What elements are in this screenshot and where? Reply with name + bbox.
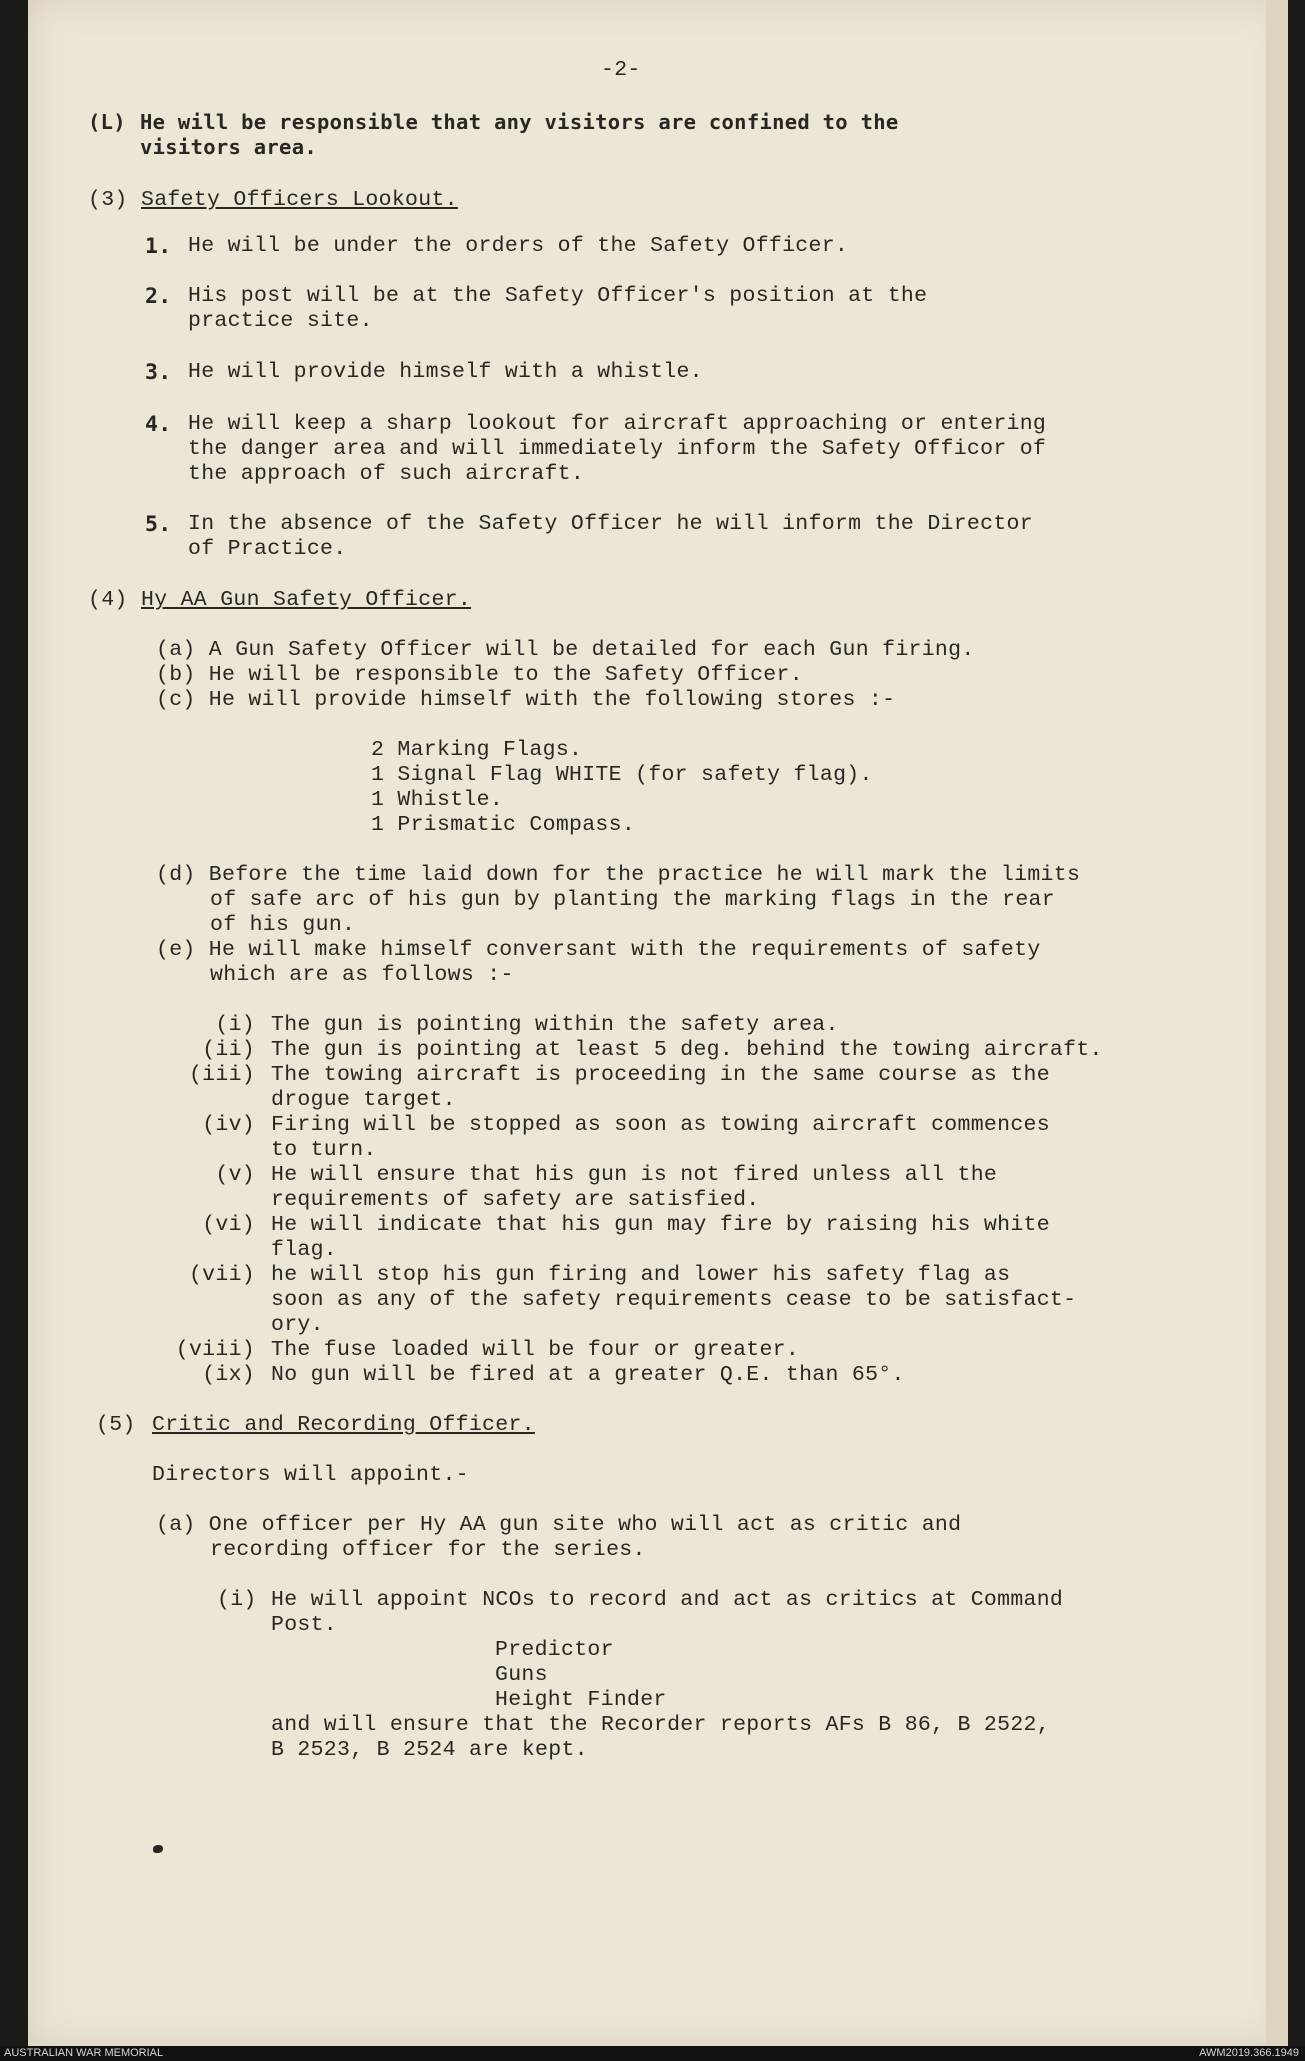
section-5-marker: (5) (96, 1413, 136, 1437)
sub-item-d-line: of his gun. (210, 913, 356, 937)
post-item: Predictor (495, 1638, 614, 1662)
section-5-intro: Directors will appoint.- (152, 1463, 469, 1487)
closing-line: B 2523, B 2524 are kept. (271, 1738, 588, 1762)
item-l-line: visitors area. (140, 135, 317, 159)
section-5-heading: Critic and Recording Officer. (152, 1413, 535, 1437)
list-item-line: of Practice. (188, 537, 347, 561)
list-item-line: His post will be at the Safety Officer's position at the (188, 284, 928, 308)
list-item-line: In the absence of the Safety Officer he will inform the Director (188, 512, 1033, 536)
requirement-number: (i) (215, 1013, 255, 1037)
requirement-line: drogue target. (271, 1088, 456, 1112)
store-item: 1 Prismatic Compass. (371, 813, 636, 837)
list-number: 2. (145, 284, 172, 309)
sub-item-d-line: (d) Before the time laid down for the practice he will mark the limits (156, 863, 1081, 887)
requirement-line: soon as any of the safety requirements cease to be satisfact- (271, 1288, 1077, 1312)
requirement-number: (ix) (202, 1363, 255, 1387)
item-l-line: He will be responsible that any visitors are confined to the (140, 110, 899, 134)
requirement-line: to turn. (271, 1138, 377, 1162)
requirement-line: The gun is pointing at least 5 deg. behind the towing aircraft. (271, 1038, 1103, 1062)
sub-item-d-line: of safe arc of his gun by planting the marking flags in the rear (210, 888, 1055, 912)
requirement-number: (vii) (188, 1263, 255, 1287)
requirement-line: He will ensure that his gun is not fired unless all the (271, 1163, 998, 1187)
section-5-i-number: (i) (217, 1588, 257, 1612)
section-4-marker: (4) (88, 588, 128, 612)
page-edge (1266, 0, 1288, 2046)
section-5-i-line: Post. (271, 1613, 338, 1637)
list-item-line: He will keep a sharp lookout for aircraft approaching or entering (188, 412, 1047, 436)
requirement-line: The towing aircraft is proceeding in the same course as the (271, 1063, 1050, 1087)
footer-institution: AUSTRALIAN WAR MEMORIAL (4, 2047, 164, 2059)
requirement-number: (iii) (188, 1063, 255, 1087)
requirement-line: No gun will be fired at a greater Q.E. than 65°. (271, 1363, 905, 1387)
sub-item-b: (b) He will be responsible to the Safety Officer. (156, 663, 803, 687)
ink-mark (153, 1845, 163, 1853)
section-3-marker: (3) (88, 188, 128, 212)
list-item-line: the approach of such aircraft. (188, 462, 585, 486)
store-item: 1 Signal Flag WHITE (for safety flag). (371, 763, 873, 787)
list-item-line: He will provide himself with a whistle. (188, 360, 703, 384)
closing-line: and will ensure that the Recorder reports AFs B 86, B 2522, (271, 1713, 1050, 1737)
store-item: 2 Marking Flags. (371, 738, 583, 762)
post-item: Height Finder (495, 1688, 667, 1712)
store-item: 1 Whistle. (371, 788, 504, 812)
requirement-line: He will indicate that his gun may fire by raising his white (271, 1213, 1050, 1237)
document-page (28, 0, 1288, 2046)
requirement-number: (ii) (202, 1038, 255, 1062)
item-l-marker: (L) (88, 110, 126, 134)
requirement-line: The gun is pointing within the safety area. (271, 1013, 839, 1037)
requirement-line: ory. (271, 1313, 324, 1337)
sub-item-c: (c) He will provide himself with the following stores :- (156, 688, 896, 712)
section-3-heading: Safety Officers Lookout. (141, 188, 458, 212)
requirement-line: flag. (271, 1238, 338, 1262)
list-number: 5. (145, 512, 172, 537)
list-number: 1. (145, 234, 172, 259)
sub-item-e-line: (e) He will make himself conversant with the requirements of safety (156, 938, 1041, 962)
list-item-line: the danger area and will immediately inform the Safety Officor of (188, 437, 1047, 461)
list-number: 4. (145, 412, 172, 437)
list-item-line: He will be under the orders of the Safety Officer. (188, 234, 849, 258)
list-item-line: practice site. (188, 309, 373, 333)
list-number: 3. (145, 360, 172, 385)
archive-footer (0, 2046, 1305, 2061)
footer-accession-number: AWM2019.366.1949 (1199, 2047, 1299, 2059)
requirement-line: requirements of safety are satisfied. (271, 1188, 760, 1212)
requirement-line: The fuse loaded will be four or greater. (271, 1338, 800, 1362)
requirement-number: (iv) (202, 1113, 255, 1137)
section-5-a-line: recording officer for the series. (210, 1538, 646, 1562)
section-5-i-line: He will appoint NCOs to record and act as critics at Command (271, 1588, 1064, 1612)
post-item: Guns (495, 1663, 548, 1687)
requirement-line: Firing will be stopped as soon as towing aircraft commences (271, 1113, 1050, 1137)
requirement-number: (v) (215, 1163, 255, 1187)
requirement-number: (viii) (175, 1338, 255, 1362)
sub-item-a: (a) A Gun Safety Officer will be detailed for each Gun firing. (156, 638, 975, 662)
sub-item-e-line: which are as follows :- (210, 963, 514, 987)
page-number: -2- (601, 58, 641, 82)
requirement-line: he will stop his gun firing and lower his safety flag as (271, 1263, 1011, 1287)
section-5-a-line: (a) One officer per Hy AA gun site who will act as critic and (156, 1513, 962, 1537)
requirement-number: (vi) (202, 1213, 255, 1237)
section-4-heading: Hy AA Gun Safety Officer. (141, 588, 472, 612)
